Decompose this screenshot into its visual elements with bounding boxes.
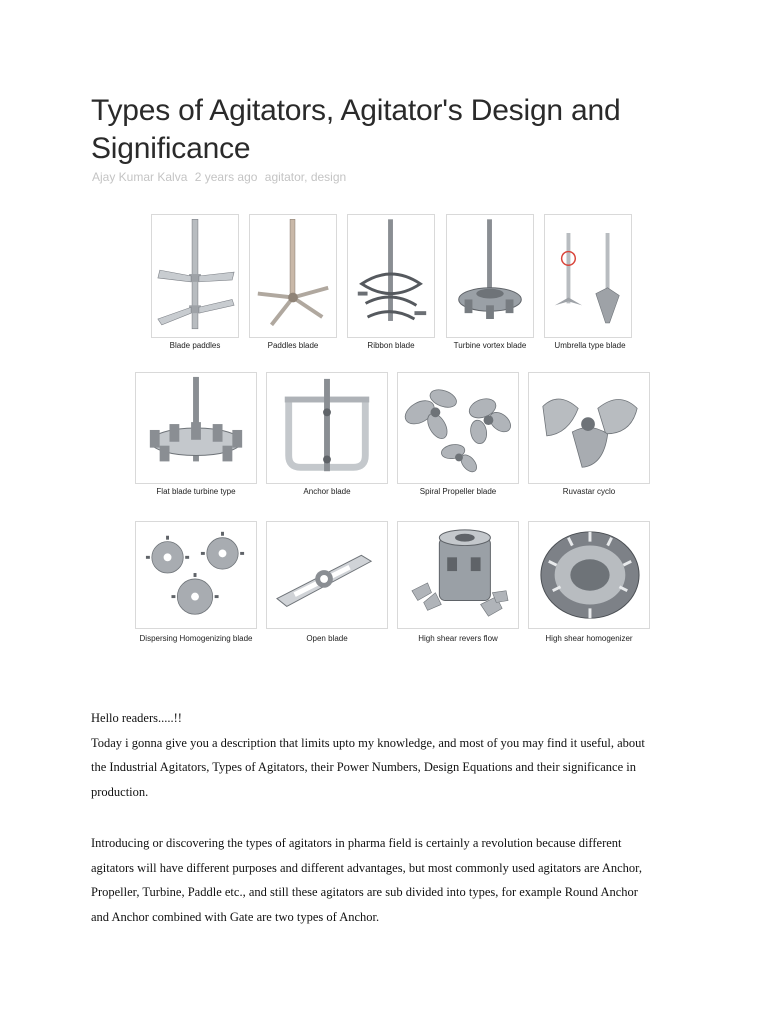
caption-flat-blade-turbine: Flat blade turbine type bbox=[156, 487, 236, 496]
title-line-2: Significance bbox=[91, 132, 251, 165]
author-link[interactable]: Ajay Kumar Kalva bbox=[92, 170, 188, 184]
article-body-intro bbox=[91, 706, 681, 804]
paragraph-1-line-1: Today i gonna give you a description that limits upto my knowledge, and most of you may find it useful, about bbox=[91, 735, 645, 750]
title-line-1: Types of Agitators, Agitator's Design and bbox=[91, 94, 621, 127]
caption-turbine-vortex-blade: Turbine vortex blade bbox=[453, 341, 527, 350]
caption-high-shear-revers-flow: High shear revers flow bbox=[418, 634, 498, 643]
tile-ruvastar-cyclo bbox=[528, 372, 650, 484]
caption-dispersing-homogenizing-blade: Dispersing Homogenizing blade bbox=[139, 634, 253, 643]
open-blade-image bbox=[267, 522, 387, 628]
tile-high-shear-revers-flow bbox=[397, 521, 519, 629]
tile-open-blade bbox=[266, 521, 388, 629]
post-time: 2 years ago bbox=[194, 170, 258, 184]
blade-paddles-image bbox=[152, 215, 238, 337]
ruvastar-cyclo-image bbox=[529, 373, 649, 483]
paragraph-2-line-2: agitators will have different purposes and different advantages, but most commonly used agitators are Anchor, bbox=[91, 860, 642, 875]
greeting: Hello readers.....!! bbox=[91, 711, 182, 725]
paragraph-2-line-4: and Anchor combined with Gate are two types of Anchor. bbox=[91, 909, 380, 924]
paragraph-2-line-3: Propeller, Turbine, Paddle etc., and still these agitators are sub divided into types, for example Round Anchor bbox=[91, 885, 638, 899]
caption-ribbon-blade: Ribbon blade bbox=[367, 341, 415, 350]
caption-umbrella-type-blade: Umbrella type blade bbox=[554, 341, 626, 350]
paddles-blade-image bbox=[250, 215, 336, 337]
tile-ribbon-blade bbox=[347, 214, 435, 338]
tile-anchor-blade bbox=[266, 372, 388, 484]
dispersing-homogenizing-blade-image bbox=[136, 522, 256, 628]
paragraph-2-line-1: Introducing or discovering the types of agitators in pharma field is certainly a revolution because different bbox=[91, 836, 622, 850]
article-body-paragraph-2 bbox=[91, 831, 681, 929]
caption-paddles-blade: Paddles blade bbox=[267, 341, 319, 350]
tags-link[interactable]: agitator, design bbox=[264, 170, 347, 184]
ribbon-blade-image bbox=[348, 215, 434, 337]
tile-spiral-propeller-blade bbox=[397, 372, 519, 484]
high-shear-homogenizer-image bbox=[529, 522, 649, 628]
anchor-blade-image bbox=[267, 373, 387, 483]
tile-paddles-blade bbox=[249, 214, 337, 338]
tile-umbrella-type-blade bbox=[544, 214, 632, 338]
turbine-vortex-blade-image bbox=[447, 215, 533, 337]
spiral-propeller-blade-image bbox=[398, 373, 518, 483]
tile-high-shear-homogenizer bbox=[528, 521, 650, 629]
paragraph-1-line-3: production. bbox=[91, 784, 149, 799]
caption-blade-paddles: Blade paddles bbox=[169, 341, 221, 350]
tile-flat-blade-turbine bbox=[135, 372, 257, 484]
high-shear-revers-flow-image bbox=[398, 522, 518, 628]
caption-anchor-blade: Anchor blade bbox=[303, 487, 351, 496]
paragraph-1-line-2: the Industrial Agitators, Types of Agitators, their Power Numbers, Design Equations and their significance in bbox=[91, 760, 636, 774]
flat-blade-turbine-image bbox=[136, 373, 256, 483]
caption-open-blade: Open blade bbox=[306, 634, 348, 643]
caption-ruvastar-cyclo: Ruvastar cyclo bbox=[562, 487, 616, 496]
tile-blade-paddles bbox=[151, 214, 239, 338]
caption-spiral-propeller-blade: Spiral Propeller blade bbox=[419, 487, 497, 496]
umbrella-type-blade-image bbox=[545, 215, 631, 337]
tile-dispersing-homogenizing-blade bbox=[135, 521, 257, 629]
caption-high-shear-homogenizer: High shear homogenizer bbox=[545, 634, 633, 643]
tile-turbine-vortex-blade bbox=[446, 214, 534, 338]
